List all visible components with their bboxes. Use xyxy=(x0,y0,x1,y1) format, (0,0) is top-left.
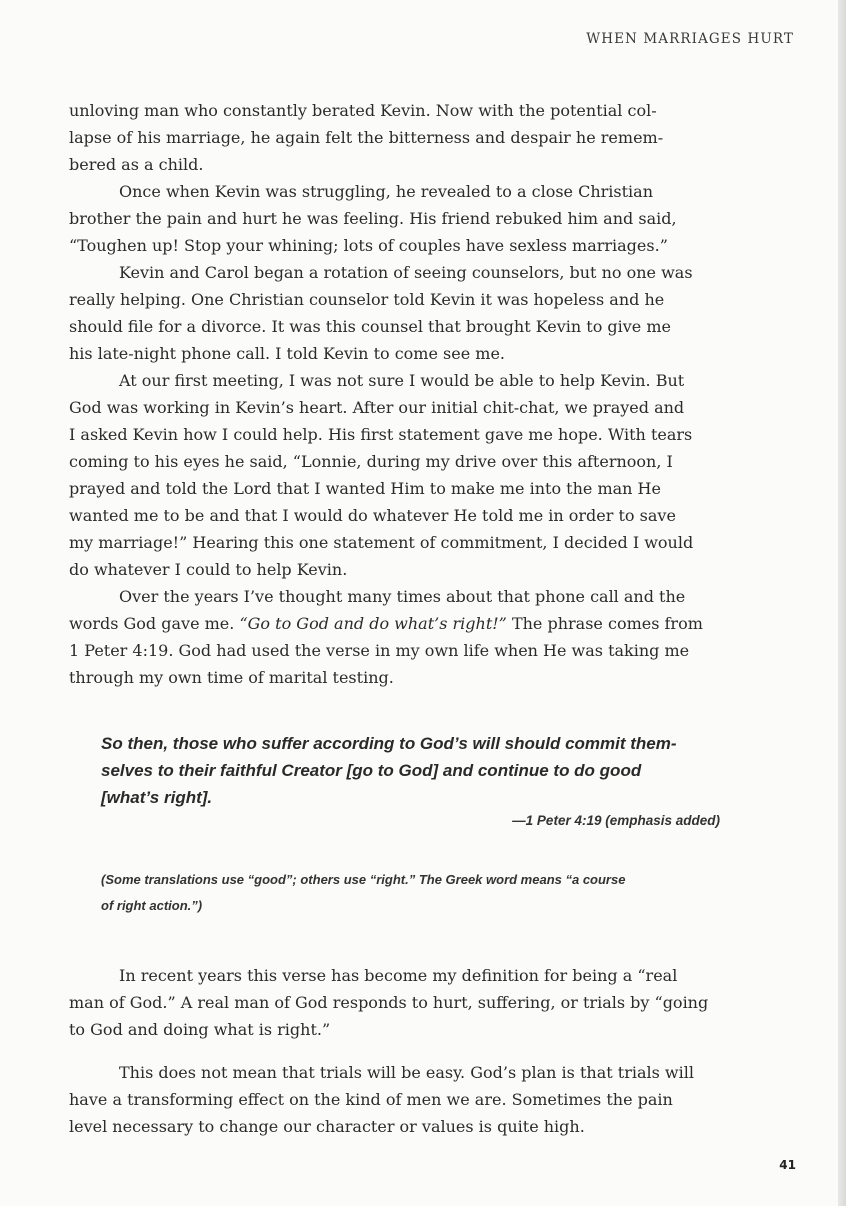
text-line: 1 Peter 4:19. God had used the verse in my own life when He was taking me xyxy=(69,641,690,660)
text-line: level necessary to change our character or values is quite high. xyxy=(69,1117,585,1136)
quote-line: [what’s right]. xyxy=(101,788,213,807)
page-number: 41 xyxy=(779,1158,796,1172)
text-line: coming to his eyes he said, “Lonnie, during my drive over this afternoon, I xyxy=(69,452,673,471)
text-line: lapse of his marriage, he again felt the bitterness and despair he remem- xyxy=(69,128,664,147)
text-line: should file for a divorce. It was this counsel that brought Kevin to give me xyxy=(69,317,671,336)
italic-phrase: “Go to God and do what’s right!” xyxy=(239,614,507,633)
body-text-lower xyxy=(69,946,747,1156)
text-line-mixed xyxy=(69,610,747,637)
text-line: Over the years I’ve thought many times about that phone call and the xyxy=(119,587,686,606)
text-line: man of God.” A real man of God responds to hurt, suffering, or trials by “going xyxy=(69,993,709,1012)
translation-note xyxy=(101,867,721,919)
body-text-upper xyxy=(69,97,747,691)
text-line: through my own time of marital testing. xyxy=(69,668,394,687)
text-line: my marriage!” Hearing this one statement of commitment, I decided I would xyxy=(69,533,694,552)
paragraph-6 xyxy=(69,962,747,1043)
text-line: Kevin and Carol began a rotation of seeing counselors, but no one was xyxy=(119,263,693,282)
text-line: Once when Kevin was struggling, he revealed to a close Christian xyxy=(119,182,653,201)
text-line: God was working in Kevin’s heart. After our initial chit-chat, we prayed and xyxy=(69,398,685,417)
text-line: unloving man who constantly berated Kevin. Now with the potential col- xyxy=(69,101,657,120)
text-line: wanted me to be and that I would do whatever He told me in order to save xyxy=(69,506,676,525)
text-line: In recent years this verse has become my definition for being a “real xyxy=(119,966,678,985)
quote-line: So then, those who suffer according to God’s will should commit them- xyxy=(101,734,677,753)
text-line: really helping. One Christian counselor told Kevin it was hopeless and he xyxy=(69,290,665,309)
paragraph-3 xyxy=(69,259,747,367)
note-line: of right action.”) xyxy=(101,898,203,913)
running-head: WHEN MARRIAGES HURT xyxy=(586,31,794,47)
paragraph-1 xyxy=(69,97,747,178)
paragraph-2 xyxy=(69,178,747,259)
text-line: prayed and told the Lord that I wanted Him to make me into the man He xyxy=(69,479,661,498)
paragraph-4 xyxy=(69,367,747,583)
text-run: words God gave me. xyxy=(69,614,240,633)
page-edge-shadow xyxy=(838,0,846,1206)
text-line: do whatever I could to help Kevin. xyxy=(69,560,348,579)
text-line: have a transforming effect on the kind of men we are. Sometimes the pain xyxy=(69,1090,673,1109)
quote-line: selves to their faithful Creator [go to God] and continue to do good xyxy=(101,761,642,780)
paragraph-7 xyxy=(69,1059,747,1140)
text-line: to God and doing what is right.” xyxy=(69,1020,331,1039)
text-run: The phrase comes from xyxy=(506,614,703,633)
note-line: (Some translations use “good”; others use “right.” The Greek word means “a course xyxy=(101,872,626,887)
text-line: At our first meeting, I was not sure I would be able to help Kevin. But xyxy=(119,371,685,390)
text-line: bered as a child. xyxy=(69,155,204,174)
text-line: his late-night phone call. I told Kevin to come see me. xyxy=(69,344,505,363)
quote-citation: —1 Peter 4:19 (emphasis added) xyxy=(512,813,720,828)
text-line: brother the pain and hurt he was feeling. His friend rebuked him and said, xyxy=(69,209,677,228)
text-line: I asked Kevin how I could help. His first statement gave me hope. With tears xyxy=(69,425,693,444)
text-line: This does not mean that trials will be easy. God’s plan is that trials will xyxy=(119,1063,694,1082)
text-line: “Toughen up! Stop your whining; lots of couples have sexless marriages.” xyxy=(69,236,668,255)
paragraph-5 xyxy=(69,583,747,691)
scripture-quote xyxy=(101,730,721,811)
